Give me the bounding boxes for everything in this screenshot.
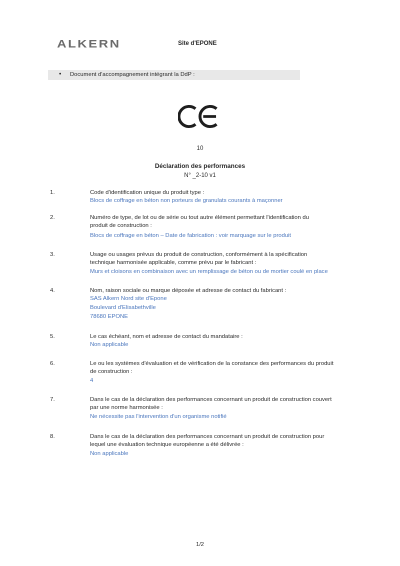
item-label: Le ou les systèmes d'évaluation et de vérification de la constance des performances du produit — [90, 360, 334, 367]
item-answer: Blocs de coffrage en béton non porteurs de granulats courants à maçonner — [90, 198, 283, 205]
intro-text: Document d'accompagnement intégrant la DdP : — [70, 72, 195, 78]
item-number: 6. — [50, 360, 55, 367]
item-label: Dans le cas de la déclaration des performances concernant un produit de construction pour — [90, 433, 325, 440]
manufacturer-street: Boulevard d'Elisabethville — [90, 304, 156, 311]
item-answer: Non applicable — [90, 342, 129, 349]
item-label: Numéro de type, de lot ou de série ou tout autre élément permettant l'identification du — [90, 214, 309, 221]
manufacturer-city: 78680 EPONE — [90, 313, 129, 320]
item-answer: Blocs de coffrage en béton – Date de fabrication : voir marquage sur le produit — [90, 233, 291, 240]
item-number: 7. — [50, 396, 55, 403]
item-label: Code d'identification unique du produit type : — [90, 189, 205, 196]
item-answer: 4 — [90, 377, 94, 384]
item-answer: Non applicable — [90, 450, 129, 457]
item-number: 5. — [50, 333, 55, 340]
item-answer: Murs et cloisons en combinaison avec un remplissage de béton ou de mortier coulé en place — [90, 268, 328, 275]
alkern-logo: ALKERN — [57, 37, 121, 50]
item-number: 8. — [50, 433, 55, 440]
bullet-icon: • — [59, 71, 62, 78]
item-label: Nom, raison sociale ou marque déposée et adresse de contact du fabricant : — [90, 287, 287, 294]
item-answer: Ne nécessite pas l'intervention d'un organisme notifié — [90, 413, 227, 420]
item-label: technique harmonisée applicable, comme prévu par le fabricant : — [90, 260, 257, 267]
item-label: Le cas échéant, nom et adresse de contact du mandataire : — [90, 333, 243, 340]
item-label: de construction : — [90, 369, 133, 376]
item-number: 1. — [50, 189, 55, 196]
item-label: par une norme harmonisée : — [90, 405, 163, 412]
document-title: Déclaration des performances — [154, 163, 246, 170]
site-name: Site d'EPONE — [178, 41, 217, 47]
intro-band — [48, 70, 300, 80]
item-number: 4. — [50, 287, 55, 294]
notified-body-number: 10 — [196, 146, 204, 152]
item-label: lequel une évaluation technique européenne a été délivrée : — [90, 442, 244, 449]
ce-mark-icon — [178, 104, 222, 129]
item-number: 2. — [50, 214, 55, 221]
item-label: Usage ou usages prévus du produit de construction, conformément à la spécification — [90, 251, 308, 258]
item-label: Dans le cas de la déclaration des performances concernant un produit de construction couvert — [90, 396, 332, 403]
item-number: 3. — [50, 251, 55, 258]
page-number: 1/2 — [195, 542, 205, 548]
document-reference: N° _2-10 v1 — [184, 173, 216, 179]
item-label: produit de construction : — [90, 223, 152, 230]
manufacturer-name: SAS Alkern Nord site d'Epone — [90, 296, 167, 303]
